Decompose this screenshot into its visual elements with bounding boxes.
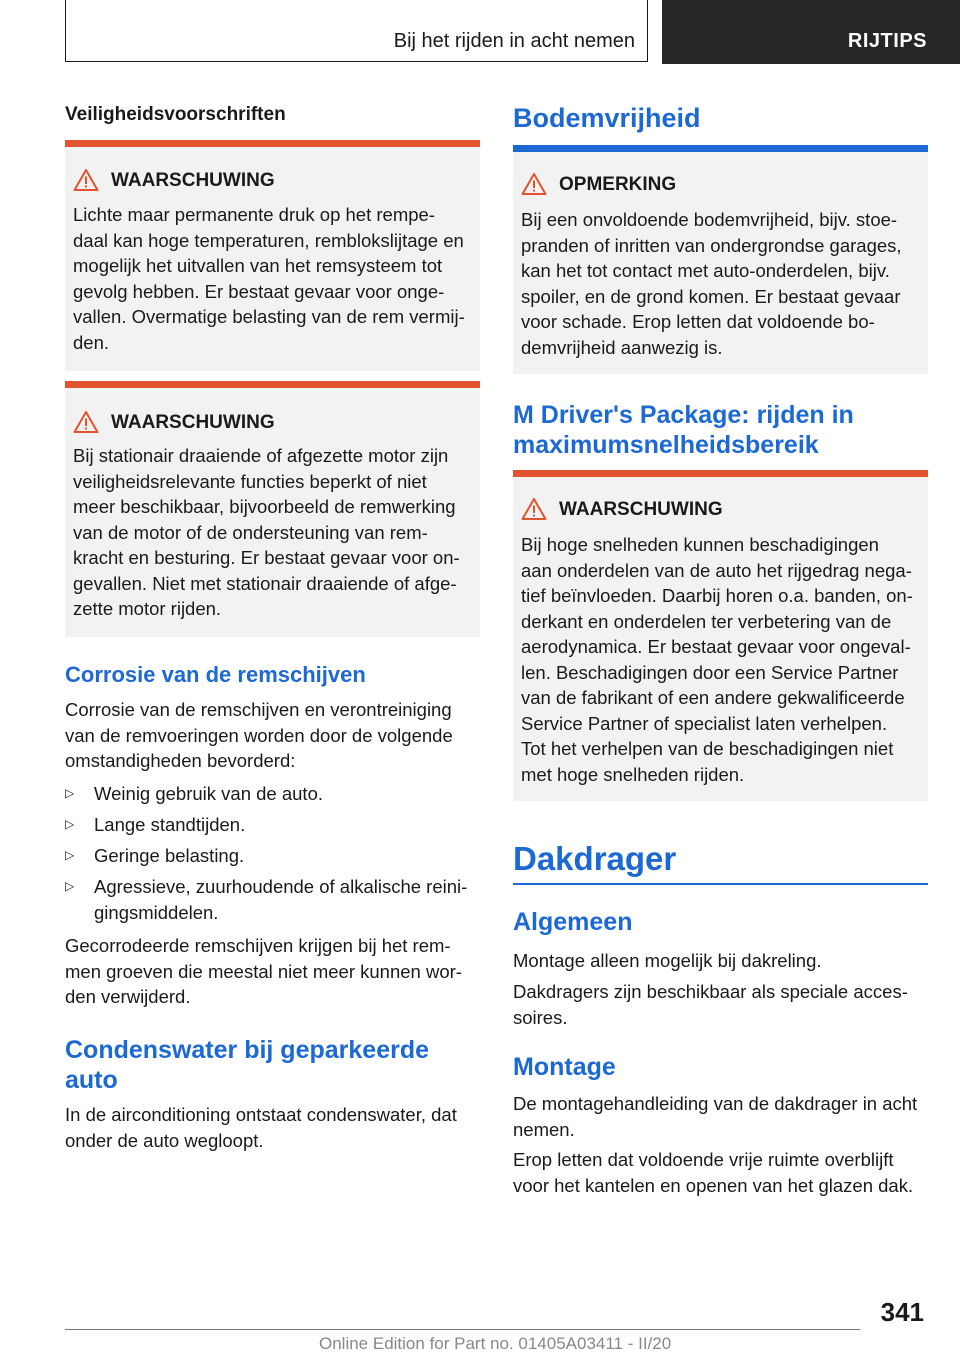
mounting-text-2: Erop letten dat voldoende vrije ruimte overblijft voor het kantelen en openen van het glazen dak. xyxy=(513,1149,914,1196)
warning-bar xyxy=(65,381,480,388)
general-text-2: Dakdragers zijn beschikbaar als speciale acces- soires. xyxy=(513,981,908,1028)
warning-title: WAARSCHUWING xyxy=(559,499,723,520)
corrosion-intro: Corrosie van de remschijven en verontreiniging van de remvoeringen worden door de volgende omstandigheden bevorderd: xyxy=(65,699,453,771)
note-title: OPMERKING xyxy=(559,174,677,195)
section-tab xyxy=(65,0,648,62)
heading-mounting: Montage xyxy=(513,1053,616,1081)
triangle-bullet-icon: ▷ xyxy=(65,817,75,831)
warning-title: WAARSCHUWING xyxy=(111,412,275,433)
triangle-bullet-icon: ▷ xyxy=(65,786,75,800)
warning-triangle-icon xyxy=(521,172,547,196)
heading-general: Algemeen xyxy=(513,908,633,936)
chapter-title: RIJTIPS xyxy=(847,30,927,52)
heading-condensation: Condenswater bij geparkeerde auto xyxy=(65,1036,430,1094)
warning-text: Bij stationair draaiende of afgezette motor zijn veiligheidsrelevante functies beperkt of niet meer beschikbaar, bijvoorbeeld de remwerking van de motor of de ondersteuning van rem- kracht en besturing. Er bestaat gevaar voor on- gevallen. Niet met stationair draaiende of afge- zette motor rijden. xyxy=(73,445,460,619)
warning-box-3 xyxy=(513,477,928,801)
footer-edition: Online Edition for Part no. 01405A03411 - II/20 xyxy=(319,1334,672,1353)
heading-clearance: Bodemvrijheid xyxy=(513,103,701,133)
warning-triangle-icon xyxy=(521,497,547,521)
heading-mdrivers: M Driver's Package: rijden in maximumsnelheidsbereik xyxy=(513,401,854,459)
warning-text: Lichte maar permanente druk op het rempe- daal kan hoge temperaturen, remblokslijtage en mogelijk het uitvallen van het remsysteem tot gevolg hebben. Er bestaat gevaar voor onge- vallen. Overmatige belasting van de rem vermij- den. xyxy=(73,204,465,353)
heading-corrosion: Corrosie van de remschijven xyxy=(65,662,366,687)
warning-bar xyxy=(513,470,928,477)
warning-text: Bij hoge snelheden kunnen beschadigingen aan onderdelen van de auto het rijgedrag nega- tief beïnvloeden. Daarbij horen o.a. banden, on- derkant en onderdelen ter verbetering van de aerodynamica. Er bestaat gevaar voor ongeval- len. Beschadigingen door een Service Partner van de fabrikant of een andere gekwalificeerde Service Partner of specialist laten verhelpen. Tot het verhelpen van de beschadigingen niet met hoge snelheden rijden. xyxy=(521,534,913,785)
section-rule xyxy=(513,883,928,885)
warning-title: WAARSCHUWING xyxy=(111,170,275,191)
warning-box-2 xyxy=(65,388,480,637)
condensation-text: In de airconditioning ontstaat condenswater, dat onder de auto wegloopt. xyxy=(65,1104,457,1151)
warning-triangle-icon xyxy=(73,168,99,192)
note-box xyxy=(513,152,928,374)
page-number: 341 xyxy=(880,1297,924,1327)
corrosion-outro: Gecorrodeerde remschijven krijgen bij het rem- men groeven die meestal niet meer kunnen wor- den verwijderd. xyxy=(65,935,462,1007)
warning-box-1 xyxy=(65,147,480,371)
warning-bar xyxy=(65,140,480,147)
footer-rule xyxy=(65,1329,860,1330)
triangle-bullet-icon: ▷ xyxy=(65,879,75,893)
triangle-bullet-icon: ▷ xyxy=(65,848,75,862)
note-bar xyxy=(513,145,928,152)
mounting-text-1: De montagehandleiding van de dakdrager in acht nemen. xyxy=(513,1093,918,1140)
chapter-tab xyxy=(662,0,960,64)
section-title: Bij het rijden in acht nemen xyxy=(393,30,635,52)
general-text-1: Montage alleen mogelijk bij dakreling. xyxy=(513,950,822,971)
note-text: Bij een onvoldoende bodemvrijheid, bijv. stoe- pranden of inritten van ondergrondse garages, kan het tot contact met auto-onderdelen, bijv. spoiler, en de grond komen. Er bestaat gevaar voor schade. Erop letten dat voldoende bo- demvrijheid aanwezig is. xyxy=(521,209,902,358)
warning-triangle-icon xyxy=(73,410,99,434)
heading-safety: Veiligheidsvoorschriften xyxy=(65,104,286,125)
page-header xyxy=(65,0,960,64)
heading-roofrack: Dakdrager xyxy=(513,840,677,877)
